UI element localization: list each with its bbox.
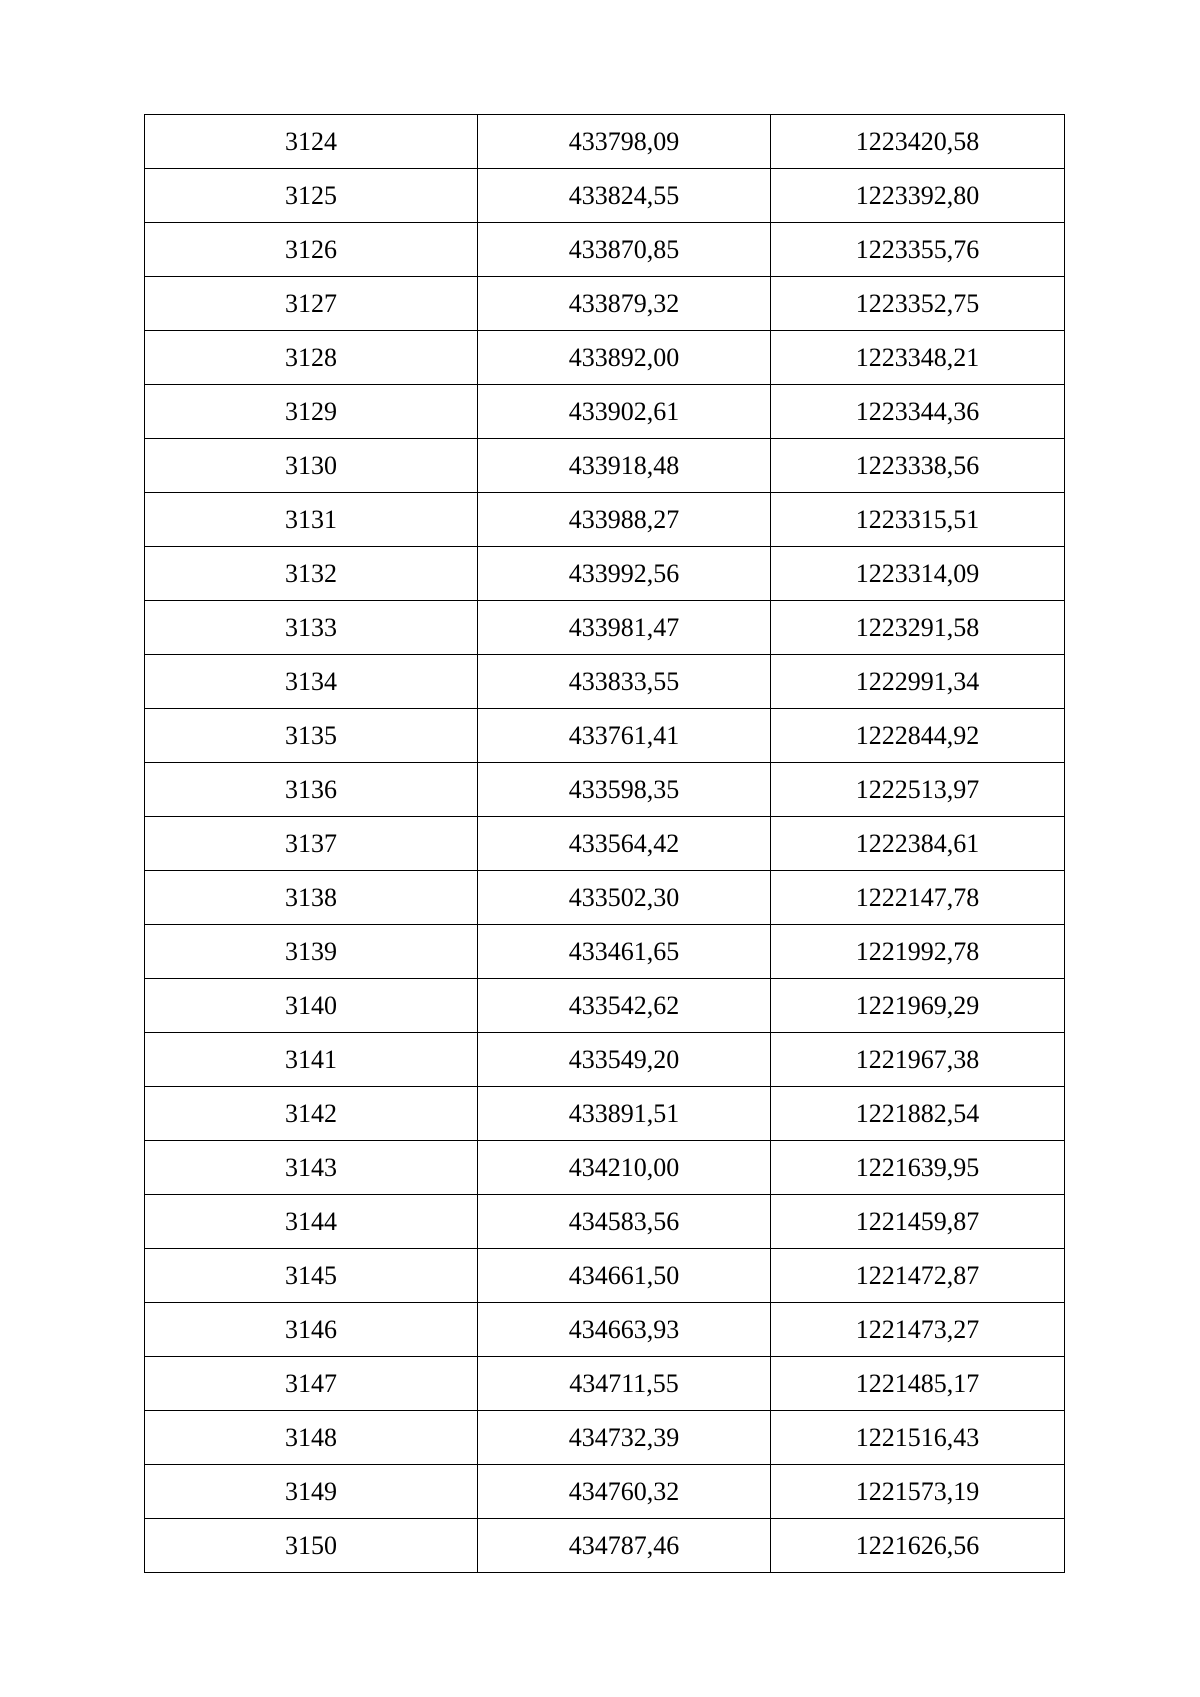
y-coordinate-cell: 1221473,27 xyxy=(771,1303,1065,1357)
x-coordinate-cell: 433870,85 xyxy=(478,223,771,277)
x-coordinate-cell: 433564,42 xyxy=(478,817,771,871)
y-coordinate-cell: 1221459,87 xyxy=(771,1195,1065,1249)
table-row xyxy=(145,763,1065,817)
y-coordinate-cell: 1223344,36 xyxy=(771,385,1065,439)
table-row xyxy=(145,493,1065,547)
y-coordinate-cell: 1221485,17 xyxy=(771,1357,1065,1411)
table-row xyxy=(145,601,1065,655)
point-number-cell: 3135 xyxy=(145,709,478,763)
point-number-cell: 3146 xyxy=(145,1303,478,1357)
table-row xyxy=(145,115,1065,169)
point-number-cell: 3142 xyxy=(145,1087,478,1141)
y-coordinate-cell: 1223314,09 xyxy=(771,547,1065,601)
point-number-cell: 3136 xyxy=(145,763,478,817)
table-row xyxy=(145,223,1065,277)
table-row xyxy=(145,709,1065,763)
x-coordinate-cell: 434732,39 xyxy=(478,1411,771,1465)
point-number-cell: 3147 xyxy=(145,1357,478,1411)
table-row xyxy=(145,1411,1065,1465)
x-coordinate-cell: 433879,32 xyxy=(478,277,771,331)
x-coordinate-cell: 434661,50 xyxy=(478,1249,771,1303)
x-coordinate-cell: 433824,55 xyxy=(478,169,771,223)
y-coordinate-cell: 1223420,58 xyxy=(771,115,1065,169)
point-number-cell: 3133 xyxy=(145,601,478,655)
coordinates-table-body xyxy=(145,115,1065,1573)
y-coordinate-cell: 1221626,56 xyxy=(771,1519,1065,1573)
y-coordinate-cell: 1222384,61 xyxy=(771,817,1065,871)
y-coordinate-cell: 1222147,78 xyxy=(771,871,1065,925)
x-coordinate-cell: 433892,00 xyxy=(478,331,771,385)
y-coordinate-cell: 1221992,78 xyxy=(771,925,1065,979)
table-row xyxy=(145,1195,1065,1249)
y-coordinate-cell: 1223291,58 xyxy=(771,601,1065,655)
table-row xyxy=(145,1303,1065,1357)
table-row xyxy=(145,871,1065,925)
y-coordinate-cell: 1221639,95 xyxy=(771,1141,1065,1195)
x-coordinate-cell: 433461,65 xyxy=(478,925,771,979)
point-number-cell: 3145 xyxy=(145,1249,478,1303)
point-number-cell: 3140 xyxy=(145,979,478,1033)
point-number-cell: 3138 xyxy=(145,871,478,925)
y-coordinate-cell: 1221472,87 xyxy=(771,1249,1065,1303)
x-coordinate-cell: 434583,56 xyxy=(478,1195,771,1249)
point-number-cell: 3148 xyxy=(145,1411,478,1465)
y-coordinate-cell: 1221573,19 xyxy=(771,1465,1065,1519)
y-coordinate-cell: 1223392,80 xyxy=(771,169,1065,223)
table-row xyxy=(145,979,1065,1033)
y-coordinate-cell: 1222844,92 xyxy=(771,709,1065,763)
table-row xyxy=(145,1519,1065,1573)
y-coordinate-cell: 1221882,54 xyxy=(771,1087,1065,1141)
y-coordinate-cell: 1221516,43 xyxy=(771,1411,1065,1465)
y-coordinate-cell: 1221967,38 xyxy=(771,1033,1065,1087)
point-number-cell: 3131 xyxy=(145,493,478,547)
point-number-cell: 3137 xyxy=(145,817,478,871)
table-row xyxy=(145,331,1065,385)
point-number-cell: 3128 xyxy=(145,331,478,385)
point-number-cell: 3149 xyxy=(145,1465,478,1519)
table-row xyxy=(145,439,1065,493)
table-row xyxy=(145,1249,1065,1303)
point-number-cell: 3126 xyxy=(145,223,478,277)
point-number-cell: 3144 xyxy=(145,1195,478,1249)
point-number-cell: 3141 xyxy=(145,1033,478,1087)
point-number-cell: 3139 xyxy=(145,925,478,979)
x-coordinate-cell: 434711,55 xyxy=(478,1357,771,1411)
table-row xyxy=(145,277,1065,331)
x-coordinate-cell: 433549,20 xyxy=(478,1033,771,1087)
point-number-cell: 3150 xyxy=(145,1519,478,1573)
point-number-cell: 3143 xyxy=(145,1141,478,1195)
y-coordinate-cell: 1223352,75 xyxy=(771,277,1065,331)
point-number-cell: 3129 xyxy=(145,385,478,439)
point-number-cell: 3134 xyxy=(145,655,478,709)
table-row xyxy=(145,1033,1065,1087)
table-row xyxy=(145,1465,1065,1519)
x-coordinate-cell: 434210,00 xyxy=(478,1141,771,1195)
table-row xyxy=(145,1141,1065,1195)
x-coordinate-cell: 433833,55 xyxy=(478,655,771,709)
y-coordinate-cell: 1222991,34 xyxy=(771,655,1065,709)
x-coordinate-cell: 433798,09 xyxy=(478,115,771,169)
point-number-cell: 3127 xyxy=(145,277,478,331)
table-row xyxy=(145,925,1065,979)
x-coordinate-cell: 433761,41 xyxy=(478,709,771,763)
x-coordinate-cell: 433502,30 xyxy=(478,871,771,925)
table-row xyxy=(145,1357,1065,1411)
table-row xyxy=(145,547,1065,601)
y-coordinate-cell: 1221969,29 xyxy=(771,979,1065,1033)
x-coordinate-cell: 434787,46 xyxy=(478,1519,771,1573)
y-coordinate-cell: 1223338,56 xyxy=(771,439,1065,493)
x-coordinate-cell: 433918,48 xyxy=(478,439,771,493)
y-coordinate-cell: 1223315,51 xyxy=(771,493,1065,547)
x-coordinate-cell: 433891,51 xyxy=(478,1087,771,1141)
x-coordinate-cell: 434663,93 xyxy=(478,1303,771,1357)
y-coordinate-cell: 1222513,97 xyxy=(771,763,1065,817)
x-coordinate-cell: 433988,27 xyxy=(478,493,771,547)
y-coordinate-cell: 1223355,76 xyxy=(771,223,1065,277)
x-coordinate-cell: 433992,56 xyxy=(478,547,771,601)
table-row xyxy=(145,655,1065,709)
x-coordinate-cell: 434760,32 xyxy=(478,1465,771,1519)
table-row xyxy=(145,169,1065,223)
x-coordinate-cell: 433902,61 xyxy=(478,385,771,439)
table-row xyxy=(145,1087,1065,1141)
x-coordinate-cell: 433542,62 xyxy=(478,979,771,1033)
x-coordinate-cell: 433981,47 xyxy=(478,601,771,655)
point-number-cell: 3132 xyxy=(145,547,478,601)
point-number-cell: 3125 xyxy=(145,169,478,223)
point-number-cell: 3130 xyxy=(145,439,478,493)
point-number-cell: 3124 xyxy=(145,115,478,169)
x-coordinate-cell: 433598,35 xyxy=(478,763,771,817)
coordinates-table xyxy=(144,114,1065,1573)
y-coordinate-cell: 1223348,21 xyxy=(771,331,1065,385)
table-row xyxy=(145,817,1065,871)
table-row xyxy=(145,385,1065,439)
